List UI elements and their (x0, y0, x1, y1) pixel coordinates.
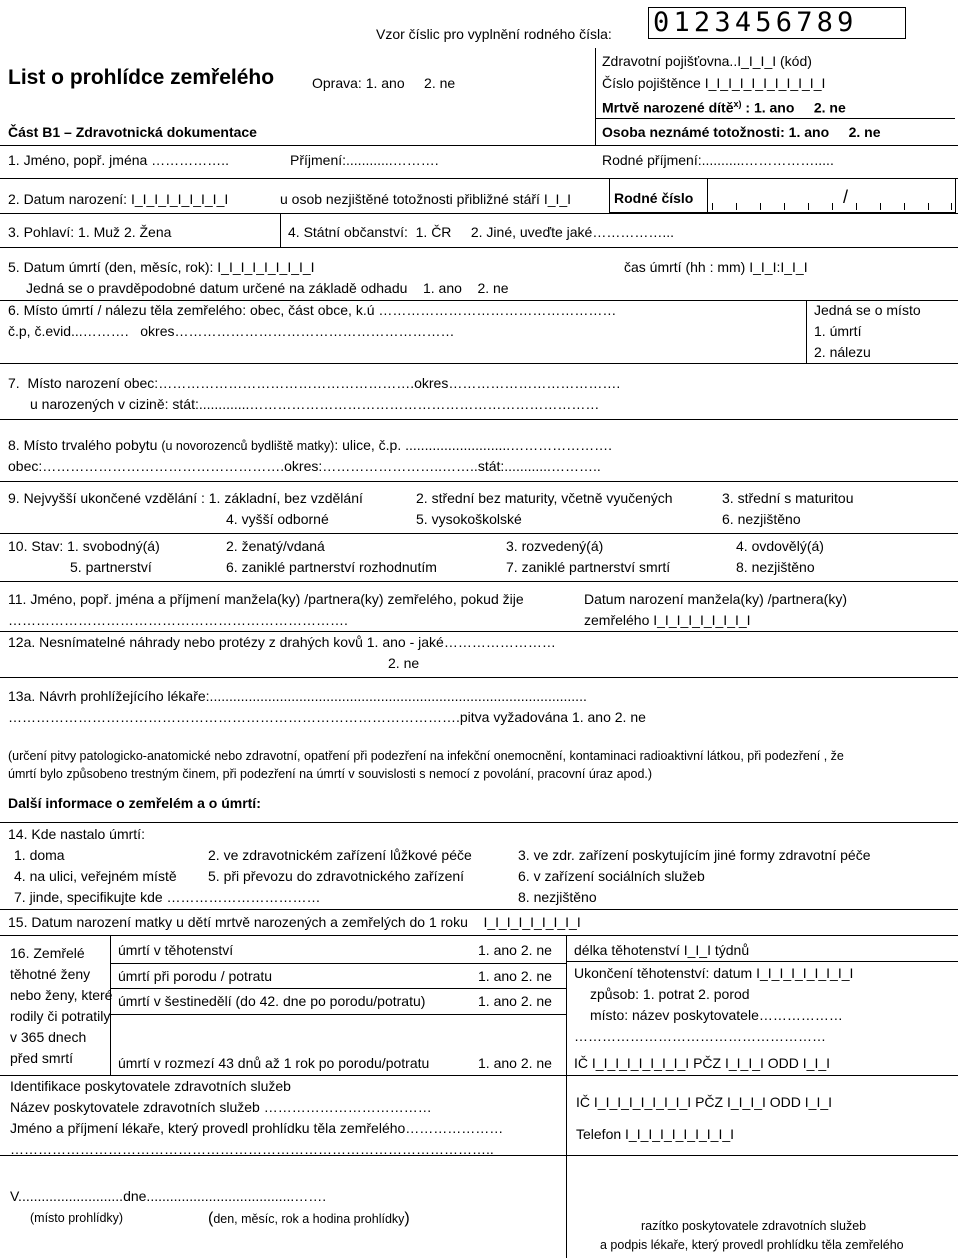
provider-ident-label: Identifikace poskytovatele zdravotních služeb (10, 1078, 291, 1094)
education-label[interactable]: 9. Nejvyšší ukončené vzdělání : 1. základní, bez vzdělání (8, 490, 363, 506)
death-location-opt-8[interactable]: 8. nezjištěno (518, 889, 597, 905)
pregnancy-end-date-field[interactable]: Ukončení těhotenství: datum I_I_I_I_I_I_I_I_I (574, 965, 854, 981)
death-location-opt-6[interactable]: 6. v zařízení sociálních služeb (518, 868, 705, 884)
death-location-opt-4[interactable]: 4. na ulici, veřejném místě (14, 868, 177, 884)
mother-birth-date-field[interactable]: 15. Datum narození matky u dětí mrtvě narozených a zemřelých do 1 roku I_I_I_I_I_I_I_I_I (8, 914, 581, 930)
spouse-birth-field[interactable]: zemřelého I_I_I_I_I_I_I_I_I (584, 612, 751, 628)
marital-opt-7[interactable]: 7. zaniklé partnerství smrtí (506, 559, 671, 575)
place-date-field[interactable]: V...........................dne......................................……. (10, 1188, 327, 1204)
maternal-death-pregnancy: úmrtí v těhotenství (118, 942, 234, 958)
house-number-field[interactable]: č.p, č.evid...………. okres…………………………………………………… (8, 323, 455, 339)
death-location-opt-2[interactable]: 2. ve zdravotnickém zařízení lůžkové péče (208, 847, 472, 863)
stamp-label-line1: razítko poskytovatele zdravotních služeb (641, 1219, 867, 1233)
spouse-name-field[interactable]: ………………………………………………………………. (8, 612, 348, 628)
death-place-field[interactable]: 6. Místo úmrtí / nálezu těla zemřelého: obec, část obce, k.ú …………………………………………… (8, 302, 617, 318)
pregnant-women-label: 16. Zemřelé těhotné ženy nebo ženy, které rodily či potratily v 365 dnech před smrtí (10, 945, 113, 1066)
sex-field[interactable]: 3. Pohlaví: 1. Muž 2. Žena (8, 224, 172, 240)
insurance-company-field[interactable]: Zdravotní pojišťovna..I_I_I_I (kód) (602, 53, 812, 69)
unknown-identity-field[interactable]: Osoba neznámé totožnosti: 1. ano 2. ne (602, 124, 881, 140)
date-hint: (den, měsíc, rok a hodina prohlídky) (208, 1210, 410, 1227)
autopsy-note-line2: úmrtí bylo způsobeno trestným činem, při podezření na úmrtí v souvislosti s nemocí z povolání, pracovní úraz apod.) (8, 767, 653, 781)
death-time-field[interactable]: čas úmrtí (hh : mm) I_I_I:I_I_I (624, 259, 808, 275)
estimated-age-field[interactable]: u osob nezjištěné totožnosti přibližné stáří I_I_I (280, 191, 572, 207)
place-hint: (místo prohlídky) (30, 1211, 124, 1225)
place-type-found[interactable]: 2. nálezu (814, 344, 871, 360)
pregnancy-length-field[interactable]: délka těhotenství I_I_I týdnů (574, 942, 750, 958)
pregnancy-end-place-field[interactable]: místo: název poskytovatele……………… (590, 1007, 843, 1023)
place-type-label: Jedná se o místo (814, 302, 921, 318)
education-opt-5[interactable]: 5. vysokoškolské (416, 511, 522, 527)
birth-surname-field[interactable]: Rodné příjmení:...........……………..... (602, 152, 834, 168)
form-title: List o prohlídce zemřelého (8, 66, 275, 89)
maternal-death-pregnancy-answer[interactable]: 1. ano 2. ne (478, 942, 552, 958)
marital-opt-4[interactable]: 4. ovdovělý(á) (736, 538, 824, 554)
further-info-heading: Další informace o zemřelém a o úmrtí: (8, 795, 261, 811)
maternal-death-year: úmrtí v rozmezí 43 dnů až 1 rok po porodu/potratu (118, 1055, 430, 1071)
maternal-death-birth-answer[interactable]: 1. ano 2. ne (478, 968, 552, 984)
education-opt-4[interactable]: 4. vyšší odborné (226, 511, 329, 527)
pregnancy-end-method-field[interactable]: způsob: 1. potrat 2. porod (590, 986, 750, 1002)
birth-country-field[interactable]: u narozených v cizině: stát:.............………………………………………………………………… (30, 396, 600, 412)
provider-ids-field[interactable]: IČ I_I_I_I_I_I_I_I_I PČZ I_I_I_I ODD I_I_I (576, 1094, 833, 1110)
surname-field[interactable]: Příjmení:............………. (290, 152, 439, 168)
insured-number-field[interactable]: Číslo pojištěnce I_I_I_I_I_I_I_I_I_I_I (602, 75, 826, 91)
digit-sample-label: Vzor číslic pro vyplnění rodného čísla: (376, 26, 612, 42)
prosthesis-field[interactable]: 12a. Nesnímatelné náhrady nebo protézy z drahých kovů 1. ano - jaké…………………… (8, 634, 556, 650)
birth-number-label: Rodné číslo (614, 190, 694, 206)
place-type-death[interactable]: 1. úmrtí (814, 323, 862, 339)
maternal-death-year-answer[interactable]: 1. ano 2. ne (478, 1055, 552, 1071)
provider-phone-field[interactable]: Telefon I_I_I_I_I_I_I_I_I_I (576, 1126, 735, 1142)
residence-municipality-field[interactable]: obec:…………………………………………….okres:……………………..……..stát:............……….. (8, 458, 601, 474)
autopsy-required-field[interactable]: …………………………………………………………………………………….pitva vyžadována 1. ano 2. ne (8, 709, 646, 725)
marital-opt-2[interactable]: 2. ženatý/vdaná (226, 538, 325, 554)
death-location-opt-3[interactable]: 3. ve zdr. zařízení poskytujícím jiné formy zdravotní péče (518, 847, 871, 863)
maternal-death-puerperium: úmrtí v šestinedělí (do 42. dne po porodu/potratu) (118, 993, 426, 1009)
marital-opt-8[interactable]: 8. nezjištěno (736, 559, 815, 575)
estimated-date-field[interactable]: Jedná se o pravděpodobné datum určené na základě odhadu 1. ano 2. ne (26, 280, 509, 296)
marital-opt-6[interactable]: 6. zaniklé partnerství rozhodnutím (226, 559, 437, 575)
citizenship-field[interactable]: 4. Státní občanství: 1. ČR 2. Jiné, uveďte jaké……………... (288, 224, 674, 240)
death-location-opt-1[interactable]: 1. doma (14, 847, 65, 863)
provider-name-field[interactable]: Název poskytovatele zdravotních služeb ……………………………… (10, 1099, 432, 1115)
death-location-opt-5[interactable]: 5. při převozu do zdravotnického zařízení (208, 868, 465, 884)
first-name-field[interactable]: 1. Jméno, popř. jména …………….. (8, 152, 229, 168)
education-opt-6[interactable]: 6. nezjištěno (722, 511, 801, 527)
death-date-field[interactable]: 5. Datum úmrtí (den, měsíc, rok): I_I_I_I_I_I_I_I_I (8, 259, 315, 275)
pregnancy-provider-ids[interactable]: IČ I_I_I_I_I_I_I_I_I PČZ I_I_I_I ODD I_I_I (574, 1055, 831, 1071)
prosthesis-no[interactable]: 2. ne (388, 655, 420, 671)
maternal-death-birth: úmrtí při porodu / potratu (118, 968, 273, 984)
physician-name-field[interactable]: Jméno a příjmení lékaře, který provedl prohlídku těla zemřelého………………… (10, 1120, 504, 1136)
birth-number-slash: / (843, 187, 849, 207)
education-opt-3[interactable]: 3. střední s maturitou (722, 490, 854, 506)
birth-place-field[interactable]: 7. Místo narození obec:……………………………………………….okres………………………………. (8, 375, 621, 391)
education-opt-2[interactable]: 2. střední bez maturity, včetně vyučených (416, 490, 673, 506)
death-location-opt-7[interactable]: 7. jinde, specifikujte kde …………………………… (14, 889, 321, 905)
death-location-label: 14. Kde nastalo úmrtí: (8, 826, 145, 842)
section-b1-heading: Část B1 – Zdravotnická dokumentace (8, 124, 257, 140)
birth-date-field[interactable]: 2. Datum narození: I_I_I_I_I_I_I_I_I (8, 191, 229, 207)
autopsy-note-line1: (určení pitvy patologicko-anatomické nebo zdravotní, opatření při podezření na infekční onemocnění, kontaminaci radioaktivní látkou, při podezření , že (8, 749, 844, 763)
pregnancy-end-place-dots[interactable]: ……………………………………………… (574, 1028, 826, 1044)
birth-number-ticks (712, 190, 952, 210)
residence-field[interactable]: 8. Místo trvalého pobytu (u novorozenců bydliště matky): ulice, č.p. ...........................…………………. (8, 437, 613, 453)
physician-name-dots[interactable]: ………………………………………………………………………………………….. (10, 1141, 494, 1157)
stillborn-field[interactable]: Mrtvě narozené dítě$^{x)}$ : 1. ano 2. ne (602, 99, 846, 116)
marital-opt-3[interactable]: 3. rozvedený(á) (506, 538, 604, 554)
spouse-birth-label: Datum narození manžela(ky) /partnera(ky) (584, 591, 847, 607)
maternal-death-puerperium-answer[interactable]: 1. ano 2. ne (478, 993, 552, 1009)
spouse-name-label: 11. Jméno, popř. jména a příjmení manžela(ky) /partnera(ky) zemřelého, pokud žije (8, 591, 524, 607)
stamp-label-line2: a podpis lékaře, který provedl prohlídku těla zemřelého (600, 1238, 904, 1252)
oprava-field[interactable]: Oprava: 1. ano 2. ne (312, 75, 456, 91)
marital-status-label[interactable]: 10. Stav: 1. svobodný(á) (8, 538, 160, 554)
physician-proposal-field[interactable]: 13a. Návrh prohlížejícího lékaře:................................................................................................. (8, 688, 587, 704)
marital-opt-5[interactable]: 5. partnerství (70, 559, 152, 575)
digit-sample-box: 0123456789 (648, 7, 906, 39)
